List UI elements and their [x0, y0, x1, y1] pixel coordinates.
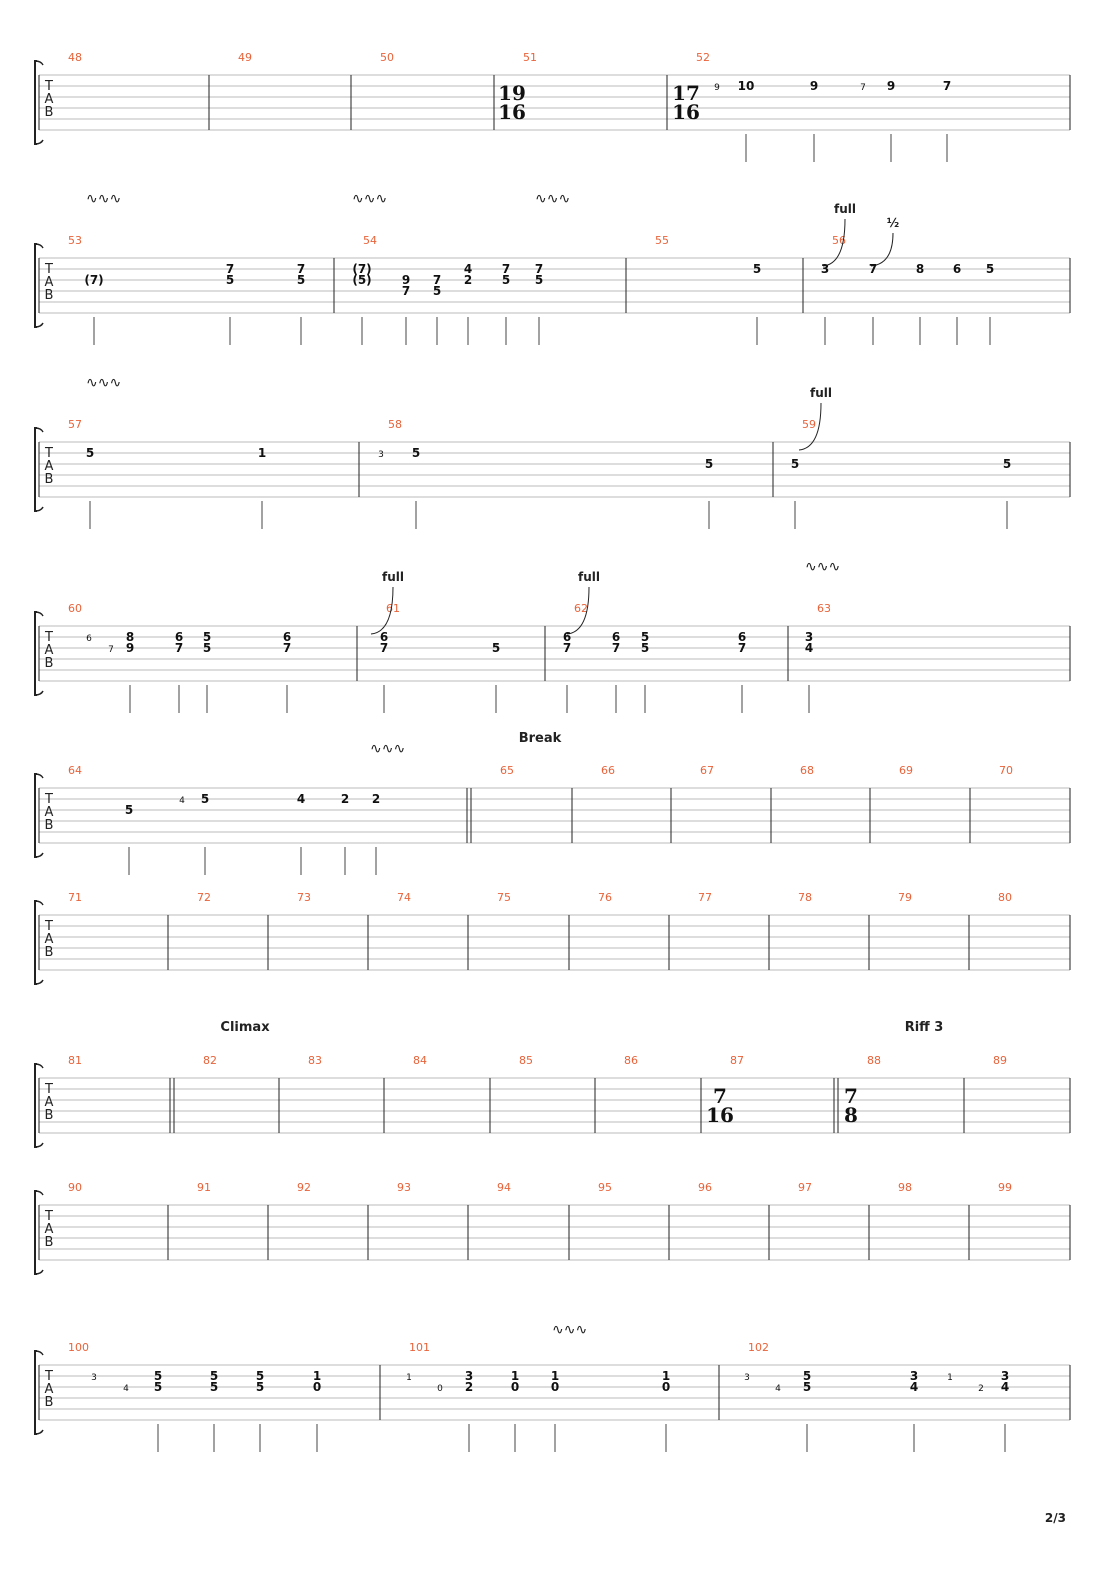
- time-signature-numerator: 19: [498, 81, 526, 105]
- tab-system: [35, 1322, 1070, 1452]
- tab-clef-letter: A: [44, 275, 54, 290]
- measure-number: 87: [730, 1054, 744, 1067]
- measure-number: 98: [898, 1181, 912, 1194]
- fret-number: 5: [255, 1369, 265, 1383]
- fret-number: 7: [379, 641, 389, 655]
- system-bracket: [35, 1191, 37, 1274]
- fret-number: 6: [952, 262, 962, 276]
- grace-note-fret: 7: [860, 83, 866, 93]
- fret-number: 5: [491, 641, 501, 655]
- section-label: Break: [518, 731, 562, 746]
- measure-number: 79: [898, 891, 912, 904]
- fret-number: 4: [296, 792, 306, 806]
- measure-number: 57: [68, 418, 82, 431]
- fret-number: 5: [501, 273, 511, 287]
- measure-number: 100: [68, 1341, 89, 1354]
- vibrato-mark: ∿∿∿: [535, 191, 571, 207]
- fret-number: 1: [661, 1369, 671, 1383]
- fret-number: 1: [257, 446, 267, 460]
- measure-number: 72: [197, 891, 211, 904]
- fret-number: (7): [352, 262, 372, 276]
- fret-number: 6: [562, 630, 572, 644]
- fret-number: 5: [802, 1369, 812, 1383]
- fret-number: 7: [611, 641, 621, 655]
- tab-clef-letter: T: [45, 446, 53, 461]
- vibrato-mark: ∿∿∿: [805, 559, 841, 575]
- tab-clef-letter: B: [44, 945, 54, 960]
- fret-number: 7: [562, 641, 572, 655]
- measure-number: 58: [388, 418, 402, 431]
- bend-label: full: [578, 570, 600, 584]
- fret-number: 7: [432, 273, 442, 287]
- system-bracket: [35, 61, 37, 144]
- tab-clef-letter: B: [44, 1108, 54, 1123]
- tab-clef-letter: T: [45, 262, 53, 277]
- measure-number: 50: [380, 51, 394, 64]
- fret-number: 7: [737, 641, 747, 655]
- tab-clef-letter: B: [44, 288, 54, 303]
- fret-number: 5: [85, 446, 95, 460]
- time-signature-denominator: 8: [844, 1103, 858, 1127]
- measure-number: 82: [203, 1054, 217, 1067]
- time-signature-denominator: 16: [498, 100, 526, 124]
- fret-number: 10: [737, 79, 755, 93]
- measure-number: 51: [523, 51, 537, 64]
- grace-note-fret: 3: [91, 1373, 97, 1383]
- fret-number: 5: [432, 284, 442, 298]
- vibrato-mark: ∿∿∿: [352, 191, 388, 207]
- measure-number: 73: [297, 891, 311, 904]
- measure-number: 49: [238, 51, 252, 64]
- tab-clef-letter: A: [44, 805, 54, 820]
- fret-number: 7: [534, 262, 544, 276]
- measure-number: 52: [696, 51, 710, 64]
- vibrato-mark: ∿∿∿: [86, 191, 122, 207]
- measure-number: 95: [598, 1181, 612, 1194]
- measure-number: 61: [386, 602, 400, 615]
- tab-clef-letter: T: [45, 1369, 53, 1384]
- measure-number: 77: [698, 891, 712, 904]
- tab-system: [35, 191, 1070, 345]
- measure-number: 83: [308, 1054, 322, 1067]
- tab-clef-letter: T: [45, 79, 53, 94]
- system-bracket: [35, 901, 37, 984]
- system-bracket: [35, 1351, 37, 1434]
- tab-clef-letter: B: [44, 1235, 54, 1250]
- fret-number: 1: [550, 1369, 560, 1383]
- fret-number: 6: [379, 630, 389, 644]
- tab-system: [35, 51, 1070, 162]
- fret-number: 6: [174, 630, 184, 644]
- fret-number: 7: [174, 641, 184, 655]
- measure-number: 75: [497, 891, 511, 904]
- measure-number: 88: [867, 1054, 881, 1067]
- fret-number: 0: [661, 1380, 671, 1394]
- tab-clef-letter: T: [45, 1082, 53, 1097]
- tab-clef-letter: A: [44, 1382, 54, 1397]
- fret-number: 7: [942, 79, 952, 93]
- fret-number: 5: [124, 803, 134, 817]
- measure-number: 55: [655, 234, 669, 247]
- grace-note-fret: 4: [775, 1384, 781, 1394]
- fret-number: 8: [125, 630, 135, 644]
- grace-note-fret: 2: [978, 1384, 984, 1394]
- time-signature-numerator: 7: [844, 1084, 858, 1108]
- measure-number: 68: [800, 764, 814, 777]
- page-indicator: 2/3: [1044, 1511, 1066, 1525]
- bend-label: full: [810, 386, 832, 400]
- fret-number: 5: [752, 262, 762, 276]
- measure-number: 102: [748, 1341, 769, 1354]
- measure-number: 70: [999, 764, 1013, 777]
- fret-number: 5: [202, 641, 212, 655]
- tab-clef-letter: B: [44, 105, 54, 120]
- fret-number: 5: [640, 630, 650, 644]
- fret-number: 5: [153, 1380, 163, 1394]
- measure-number: 85: [519, 1054, 533, 1067]
- measure-number: 65: [500, 764, 514, 777]
- fret-number: 4: [463, 262, 473, 276]
- fret-number: 9: [809, 79, 819, 93]
- measure-number: 86: [624, 1054, 638, 1067]
- fret-number: 5: [985, 262, 995, 276]
- tab-system: [35, 1020, 1070, 1147]
- fret-number: 7: [501, 262, 511, 276]
- measure-number: 67: [700, 764, 714, 777]
- fret-number: 9: [886, 79, 896, 93]
- measure-number: 89: [993, 1054, 1007, 1067]
- fret-number: 7: [225, 262, 235, 276]
- measure-number: 99: [998, 1181, 1012, 1194]
- measure-number: 97: [798, 1181, 812, 1194]
- fret-number: 3: [804, 630, 814, 644]
- fret-number: 7: [868, 262, 878, 276]
- fret-number: 5: [255, 1380, 265, 1394]
- fret-number: 7: [282, 641, 292, 655]
- time-signature-denominator: 16: [706, 1103, 734, 1127]
- system-bracket: [35, 612, 37, 695]
- tab-clef-letter: T: [45, 792, 53, 807]
- fret-number: 5: [790, 457, 800, 471]
- fret-number: 5: [704, 457, 714, 471]
- bend-label: full: [834, 202, 856, 216]
- measure-number: 84: [413, 1054, 427, 1067]
- measure-number: 56: [832, 234, 846, 247]
- tab-system: [35, 731, 1070, 875]
- tab-clef-letter: A: [44, 643, 54, 658]
- grace-note-fret: 7: [108, 645, 114, 655]
- fret-number: 3: [1000, 1369, 1010, 1383]
- measure-number: 96: [698, 1181, 712, 1194]
- systems-layer: [35, 51, 1070, 1452]
- measure-number: 48: [68, 51, 82, 64]
- bend-label: ½: [886, 216, 900, 230]
- tab-clef-letter: A: [44, 1222, 54, 1237]
- fret-number: 2: [464, 1380, 474, 1394]
- measure-number: 91: [197, 1181, 211, 1194]
- grace-note-fret: 3: [378, 450, 384, 460]
- measure-number: 74: [397, 891, 411, 904]
- fret-number: 5: [640, 641, 650, 655]
- fret-number: 5: [153, 1369, 163, 1383]
- fret-number: 7: [296, 262, 306, 276]
- fret-number: 2: [340, 792, 350, 806]
- tab-clef-letter: A: [44, 92, 54, 107]
- vibrato-mark: ∿∿∿: [552, 1322, 588, 1338]
- fret-number: 2: [463, 273, 473, 287]
- tab-clef-letter: B: [44, 472, 54, 487]
- tab-system: [35, 1181, 1070, 1274]
- grace-note-fret: 6: [86, 634, 92, 644]
- fret-number: (7): [84, 273, 104, 287]
- fret-number: 5: [209, 1369, 219, 1383]
- tab-clef-letter: T: [45, 1209, 53, 1224]
- fret-number: 9: [401, 273, 411, 287]
- fret-number: 3: [820, 262, 830, 276]
- fret-number: 5: [411, 446, 421, 460]
- system-bracket: [35, 774, 37, 857]
- measure-number: 71: [68, 891, 82, 904]
- time-signature-numerator: 7: [713, 1084, 727, 1108]
- vibrato-mark: ∿∿∿: [370, 741, 406, 757]
- tab-clef-letter: B: [44, 818, 54, 833]
- grace-note-fret: 1: [947, 1373, 953, 1383]
- measure-number: 76: [598, 891, 612, 904]
- measure-number: 53: [68, 234, 82, 247]
- measure-number: 60: [68, 602, 82, 615]
- section-label: Climax: [220, 1020, 270, 1035]
- fret-number: 5: [534, 273, 544, 287]
- measure-number: 80: [998, 891, 1012, 904]
- measure-number: 101: [409, 1341, 430, 1354]
- fret-number: 0: [312, 1380, 322, 1394]
- fret-number: 3: [464, 1369, 474, 1383]
- fret-number: 4: [909, 1380, 919, 1394]
- system-bracket: [35, 428, 37, 511]
- fret-number: 2: [371, 792, 381, 806]
- measure-number: 59: [802, 418, 816, 431]
- system-bracket: [35, 244, 37, 327]
- fret-number: 7: [401, 284, 411, 298]
- grace-note-fret: 3: [744, 1373, 750, 1383]
- fret-number: 0: [510, 1380, 520, 1394]
- fret-number: 8: [915, 262, 925, 276]
- grace-note-fret: 1: [406, 1373, 412, 1383]
- measure-number: 94: [497, 1181, 511, 1194]
- measure-number: 78: [798, 891, 812, 904]
- time-signature-denominator: 16: [672, 100, 700, 124]
- tab-system: [35, 375, 1070, 529]
- measure-number: 69: [899, 764, 913, 777]
- measure-number: 92: [297, 1181, 311, 1194]
- measure-number: 93: [397, 1181, 411, 1194]
- grace-note-fret: 9: [714, 83, 720, 93]
- fret-number: 6: [611, 630, 621, 644]
- grace-note-fret: 4: [123, 1384, 129, 1394]
- measure-number: 66: [601, 764, 615, 777]
- measure-number: 81: [68, 1054, 82, 1067]
- time-signature-numerator: 17: [672, 81, 700, 105]
- tab-system: [35, 559, 1070, 713]
- fret-number: 4: [804, 641, 814, 655]
- fret-number: 6: [282, 630, 292, 644]
- system-bracket: [35, 1064, 37, 1147]
- tab-clef-letter: A: [44, 932, 54, 947]
- fret-number: 0: [550, 1380, 560, 1394]
- measure-number: 64: [68, 764, 82, 777]
- fret-number: (5): [352, 273, 372, 287]
- tab-clef-letter: A: [44, 459, 54, 474]
- bend-label: full: [382, 570, 404, 584]
- measure-number: 54: [363, 234, 377, 247]
- grace-note-fret: 0: [437, 1384, 443, 1394]
- tab-clef-letter: T: [45, 919, 53, 934]
- tab-clef-letter: B: [44, 656, 54, 671]
- fret-number: 1: [312, 1369, 322, 1383]
- fret-number: 5: [296, 273, 306, 287]
- grace-note-fret: 4: [179, 796, 185, 806]
- fret-number: 4: [1000, 1380, 1010, 1394]
- tab-clef-letter: A: [44, 1095, 54, 1110]
- measure-number: 90: [68, 1181, 82, 1194]
- fret-number: 5: [1002, 457, 1012, 471]
- section-label: Riff 3: [904, 1020, 944, 1035]
- fret-number: 5: [802, 1380, 812, 1394]
- fret-number: 5: [200, 792, 210, 806]
- measure-number: 63: [817, 602, 831, 615]
- tab-system: [35, 891, 1070, 984]
- fret-number: 1: [510, 1369, 520, 1383]
- fret-number: 9: [125, 641, 135, 655]
- fret-number: 6: [737, 630, 747, 644]
- tab-clef-letter: T: [45, 630, 53, 645]
- measure-number: 62: [574, 602, 588, 615]
- fret-number: 3: [909, 1369, 919, 1383]
- fret-number: 5: [209, 1380, 219, 1394]
- vibrato-mark: ∿∿∿: [86, 375, 122, 391]
- fret-number: 5: [225, 273, 235, 287]
- tab-clef-letter: B: [44, 1395, 54, 1410]
- fret-number: 5: [202, 630, 212, 644]
